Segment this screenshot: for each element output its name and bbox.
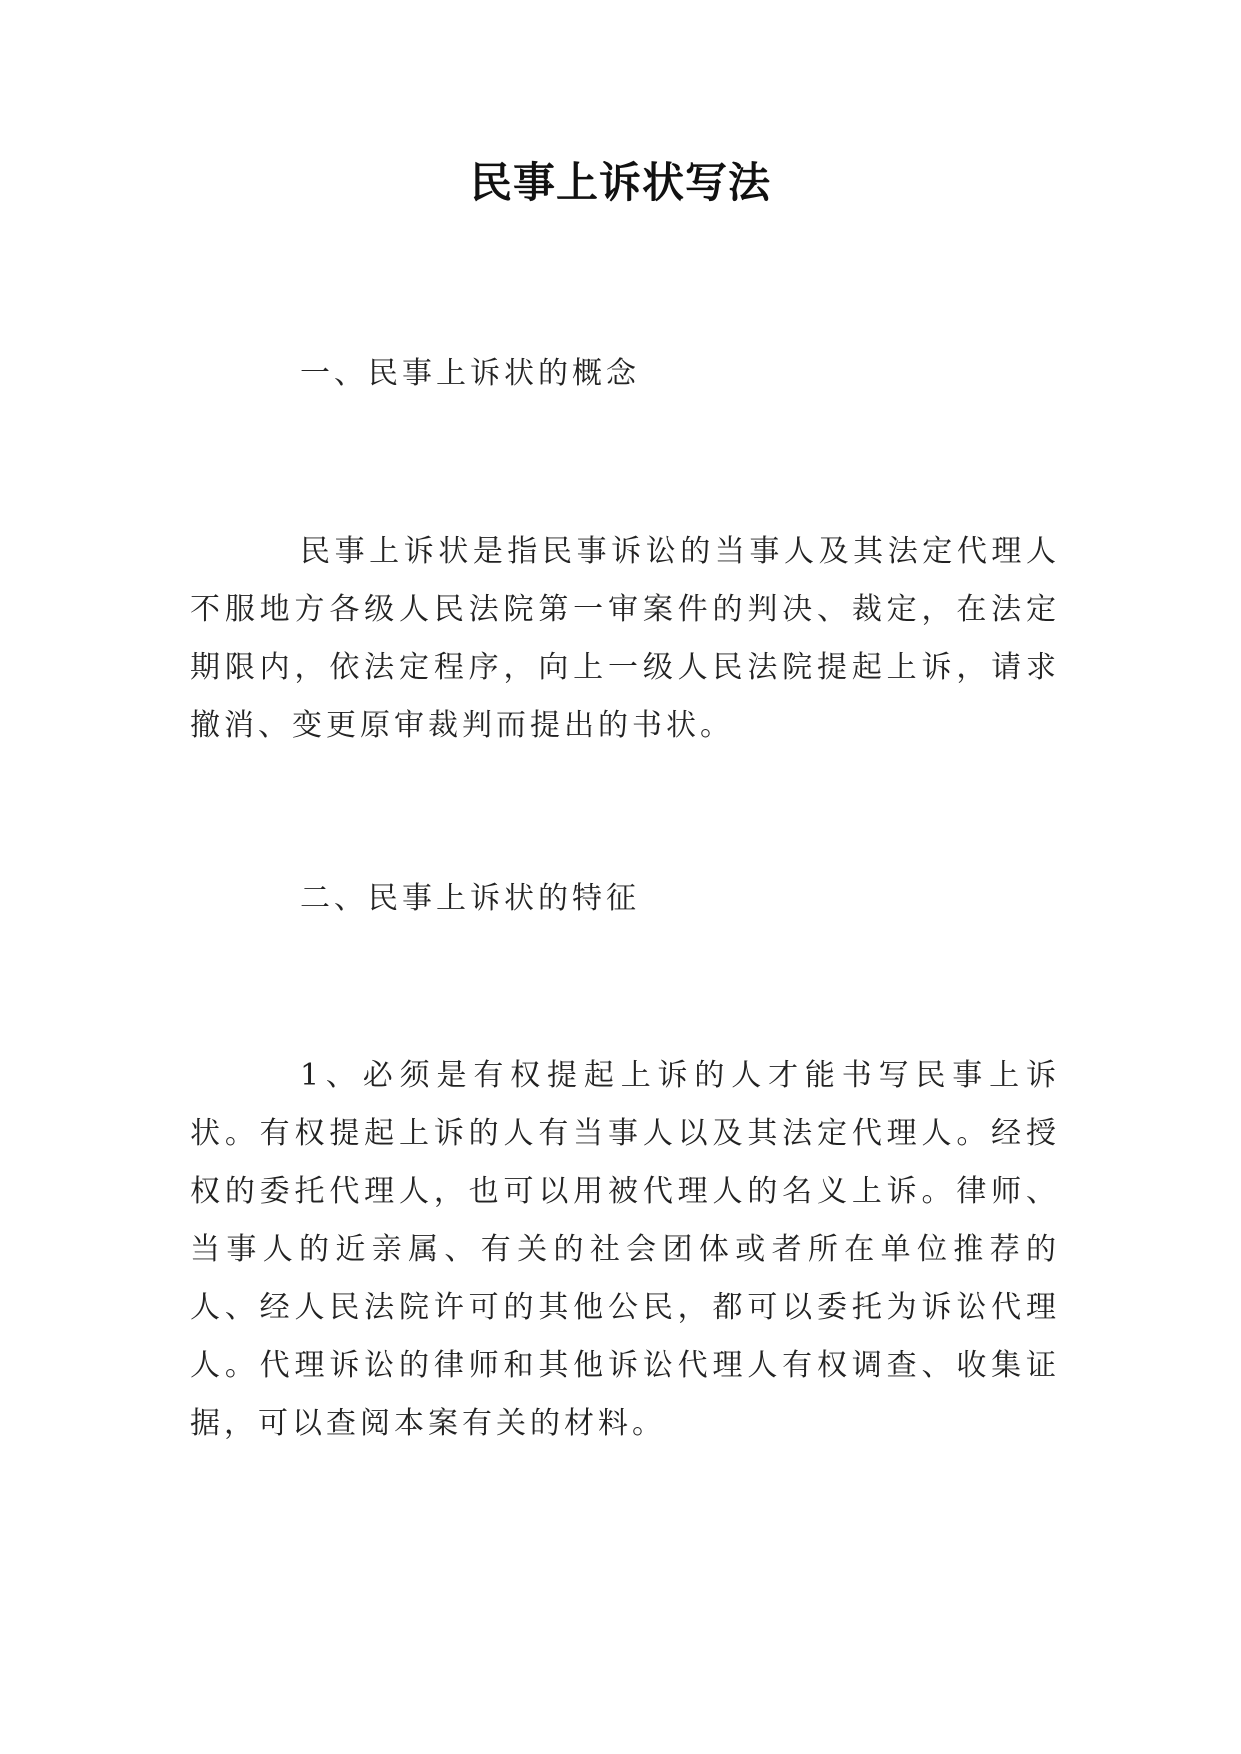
document-title: 民事上诉状写法 — [469, 158, 771, 207]
section-paragraph-concept: 民事上诉状是指民事诉讼的当事人及其法定代理人不服地方各级人民法院第一审案件的判决、裁定，在法定期限内，依法定程序，向上一级人民法院提起上诉，请求撤消、变更原审裁判而提出的书状。 — [190, 534, 1060, 743]
section-paragraph-features: 1、必须是有权提起上诉的人才能书写民事上诉状。有权提起上诉的人有当事人以及其法定代理人。经授权的委托代理人，也可以用被代理人的名义上诉。律师、当事人的近亲属、有关的社会团体或者所在单位推荐的人、经人民法院许可的其他公民，都可以委托为诉讼代理人。代理诉讼的律师和其他诉讼代理人有权调查、收集证据，可以查阅本案有关的材料。 — [190, 1058, 1060, 1441]
section-heading-features: 二、民事上诉状的特征 — [300, 881, 640, 916]
section-heading-concept: 一、民事上诉状的概念 — [300, 356, 640, 391]
